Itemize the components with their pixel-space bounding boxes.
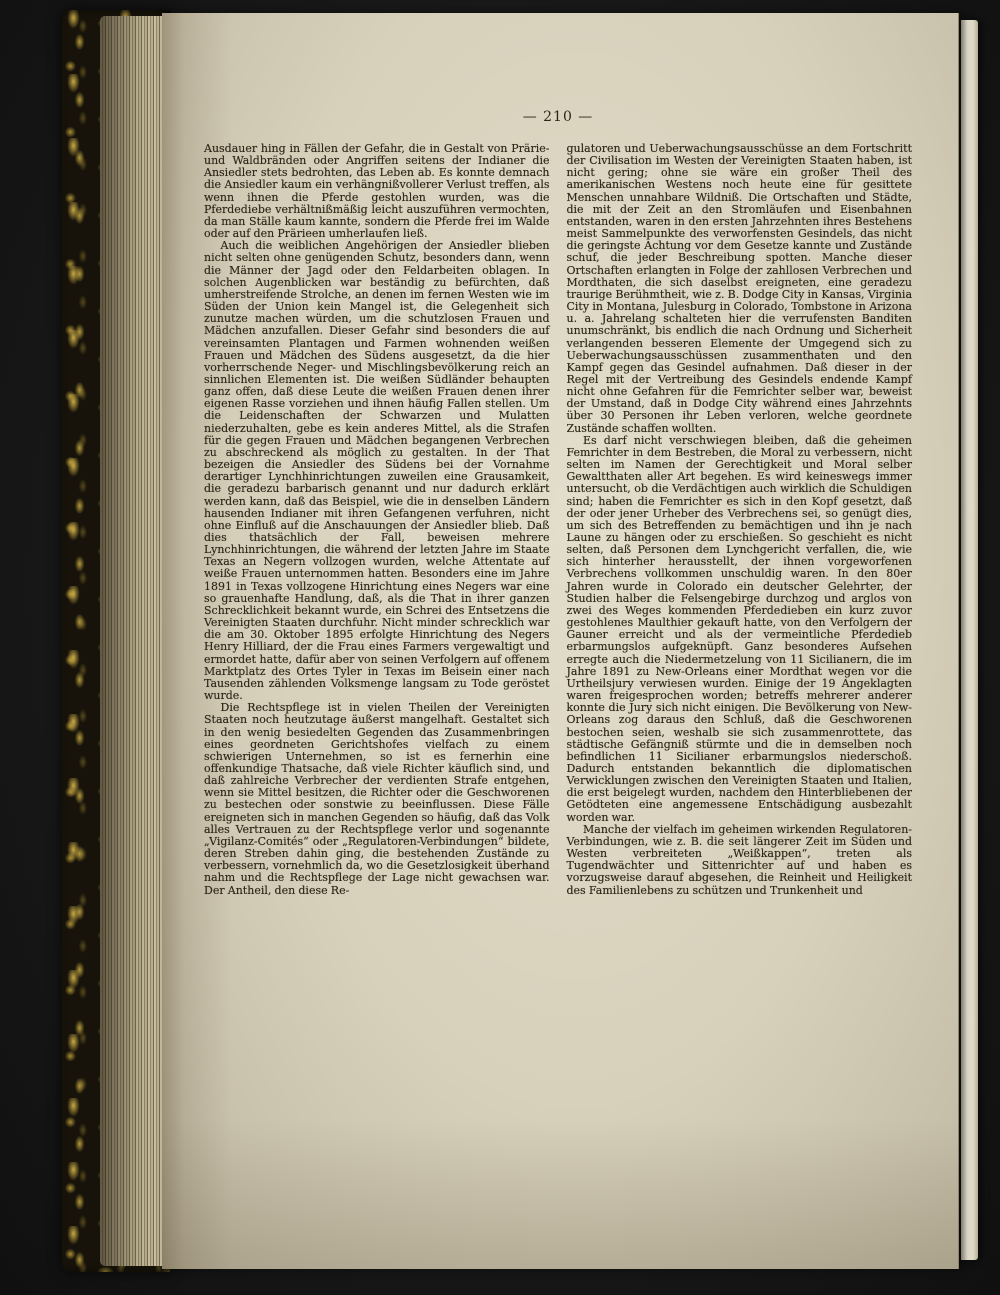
paragraph-left-1: Ausdauer hing in Fällen der Gefahr, die in Gestalt von Prärie- und Waldbränden oder Angriffen seitens der Indianer die Ansiedler stets bedrohten, das Leben ab. Es konnte demnach die Ansiedler kaum ein verhängnißvollerer Verlust treffen, als wenn ihnen die Pferde gestohlen wurden, was die Pferdediebe verhältnißmäßig leicht auszuführen vermochten, da man Ställe kaum kannte, sondern die Pferde frei im Walde oder auf den Prärieen umherlaufen ließ. bbox=[204, 142, 550, 241]
page-content bbox=[162, 13, 958, 1269]
paragraph-right-2: Es darf nicht verschwiegen bleiben, daß die geheimen Femrichter in dem Bestreben, die Moral zu verbessern, nicht selten im Namen der Gerechtigkeit und Moral selber Gewaltthaten aller Art begehen. Es wird keineswegs immer untersucht, ob die Verdächtigen auch wirklich die Schuldigen sind; haben die Femrichter es sich in den Kopf gesetzt, daß der oder jener Urheber des Verbrechens sei, so genügt dies, um sich des Betreffenden zu bemächtigen und ihn je nach Laune zu hängen oder zu erschießen. So geschieht es nicht selten, daß Personen dem Lynchgericht verfallen, die, wie sich hinterher herausstellt, der ihnen vorgeworfenen Verbrechens vollkommen unschuldig waren. In den 80er Jahren wurde in Colorado ein deutscher Gelehrter, der Studien halber die Felsengebirge durchzog und arglos von zwei des Weges kommenden Pferdedieben ein kurz zuvor gestohlenes Maulthier gekauft hatte, von den Verfolgern der Gauner erreicht und als der vermeintliche Pferdedieb erbarmungslos aufgeknüpft. Ganz besonderes Aufsehen erregte auch die Niedermetzelung von 11 Sicilianern, die im Jahre 1891 zu New-Orleans einer Mordthat wegen vor die Urtheilsjury verwiesen wurden. Einige der 19 Angeklagten waren freigesprochen worden; betreffs mehrerer anderer konnte die Jury sich nicht einigen. Die Bevölkerung von New-Orleans zog daraus den Schluß, daß die Geschworenen bestochen seien, weshalb sie sich zusammenrottete, das städtische Gefängniß stürmte und die in demselben noch befindlichen 11 Sicilianer erbarmungslos niederschoß. Dadurch entstanden bekanntlich die diplomatischen Verwicklungen zwischen den Vereinigten Staaten und Italien, die erst beigelegt wurden, nachdem den Hinterbliebenen der Getödteten eine angemessene Entschädigung ausbezahlt worden war. bbox=[566, 433, 912, 824]
paragraph-left-3: Die Rechtspflege ist in vielen Theilen der Vereinigten Staaten noch heutzutage äußerst mangelhaft. Gestaltet sich in den wenig besiedelten Gegenden das Zusammenbringen eines geordneten Gerichtshofes vielfach zu einem schwierigen Unternehmen, so ist es fernerhin eine offenkundige Thatsache, daß viele Richter käuflich sind, und daß zahlreiche Verbrecher der verdienten Strafe entgehen, wenn sie Mittel besitzen, die Richter oder die Geschworenen zu bestechen oder sonstwie zu beeinflussen. Diese Fälle ereigneten sich in manchen Gegenden so häufig, daß das Volk alles Vertrauen zu der Rechtspflege verlor und sogenannte „Vigilanz-Comités“ oder „Regulatoren-Verbindungen“ bildete, deren Streben dahin ging, die bestehenden Zustände zu verbessern, vornehmlich da, wo die Gesetzlosigkeit überhand nahm und die Rechtspflege der Lage nicht gewachsen war. Der Antheil, den diese Re- bbox=[204, 701, 550, 897]
book-page bbox=[162, 13, 959, 1269]
text-column-right bbox=[567, 143, 913, 897]
paragraph-left-2: Auch die weiblichen Angehörigen der Ansiedler blieben nicht selten ohne genügenden Schutz, besonders dann, wenn die Männer der Jagd oder den Feldarbeiten oblagen. In solchen Augenblicken war beständig zu befürchten, daß umherstreifende Strolche, an denen im fernen Westen wie im Süden der Union kein Mangel ist, die Gelegenheit sich zunutze machen würden, um die schutzlosen Frauen und Mädchen anzufallen. Dieser Gefahr sind besonders die auf vereinsamten Plantagen und Farmen wohnenden weißen Frauen und Mädchen des Südens ausgesetzt, da die hier vorherrschende Neger- und Mischlingsbevölkerung reich an sinnlichen Elementen ist. Die weißen Südländer behaupten ganz offen, daß diese Leute die weißen Frauen denen ihrer eigenen Rasse vorziehen und ihnen häufig Fallen stellen. Um die Leidenschaften der Schwarzen und Mulatten niederzuhalten, gebe es kein anderes Mittel, als die Strafen für die gegen Frauen und Mädchen begangenen Verbrechen zu abschreckend als möglich zu gestalten. In der That bezeigen die Ansiedler des Südens bei der Vornahme derartiger Lynchhinrichtungen zuweilen eine Grausamkeit, die geradezu barbarisch genannt und nur dadurch erklärt werden kann, daß das Beispiel, wie die in denselben Ländern hausenden Indianer mit ihren Gefangenen verfuhren, nicht ohne Einfluß auf die Anschauungen der Ansiedler blieb. Daß dies thatsächlich der Fall, beweisen mehrere Lynchhinrichtungen, die während der letzten Jahre im Staate Texas an Negern vollzogen wurden, welche Attentate auf weiße Frauen unternommen hatten. Besonders eine im Jahre 1891 in Texas vollzogene Hinrichtung eines Negers war eine so grauenhafte Handlung, daß, als die That in ihrer ganzen Schrecklichkeit bekannt wurde, ein Schrei des Entsetzens die Vereinigten Staaten durchfuhr. Nicht minder schrecklich war die am 30. Oktober 1895 erfolgte Hinrichtung des Negers Henry Hilliard, der die Frau eines Farmers vergewaltigt und ermordet hatte, dafür aber von seinen Verfolgern auf offenem Marktplatz des Ortes Tyler in Texas im Beisein einer nach Tausenden zählenden Volksmenge langsam zu Tode geröstet wurde. bbox=[204, 239, 550, 703]
text-columns bbox=[204, 143, 912, 897]
text-column-left bbox=[204, 143, 550, 897]
page-number: — 210 — bbox=[522, 109, 594, 125]
paragraph-right-3: Manche der vielfach im geheimen wirkenden Regulatoren-Verbindungen, wie z. B. die seit längerer Zeit im Süden und Westen verbreiteten „Weißkappen“, treten als Tugendwächter und Sittenrichter auf und haben es vorzugsweise darauf abgesehen, die Reinheit und Heiligkeit des Familienlebens zu schützen und Trunkenheit und bbox=[566, 822, 912, 897]
book bbox=[62, 10, 975, 1272]
paragraph-right-1: gulatoren und Ueberwachungsausschüsse an dem Fortschritt der Civilisation im Westen der Vereinigten Staaten haben, ist nicht gering; ohne sie wäre ein großer Theil des amerikanischen Westens noch heute eine für gesittete Menschen unnahbare Wildniß. Die Ortschaften und Städte, die mit der Zeit an den Stromläufen und Eisenbahnen entstanden, waren in den ersten Jahrzehnten ihres Bestehens meist Sammelpunkte des verworfensten Gesindels, das nicht die geringste Achtung vor dem Gesetze kannte und Zustände schuf, die jeder Beschreibung spotten. Manche dieser Ortschaften erlangten in Folge der zahllosen Verbrechen und Mordthaten, die sich daselbst ereigneten, eine geradezu traurige Berühmtheit, wie z. B. Dodge City in Kansas, Virginia City in Montana, Julesburg in Colorado, Tombstone in Arizona u. a. Jahrelang schalteten hier die verrufensten Banditen unumschränkt, bis endlich die nach Ordnung und Sicherheit verlangenden besseren Elemente der Umgegend sich zu Ueberwachungsausschüssen zusammenthaten und den Kampf gegen das Gesindel aufnahmen. Daß dieser in der Regel mit der Vertreibung des Gesindels endende Kampf nicht ohne Gefahren für die Femrichter selber war, beweist der Umstand, daß in Dodge City während eines Jahrzehnts über 30 Personen ihr Leben verloren, welche geordnete Zustände schaffen wollten. bbox=[566, 142, 912, 435]
next-page-edge bbox=[961, 20, 978, 1260]
